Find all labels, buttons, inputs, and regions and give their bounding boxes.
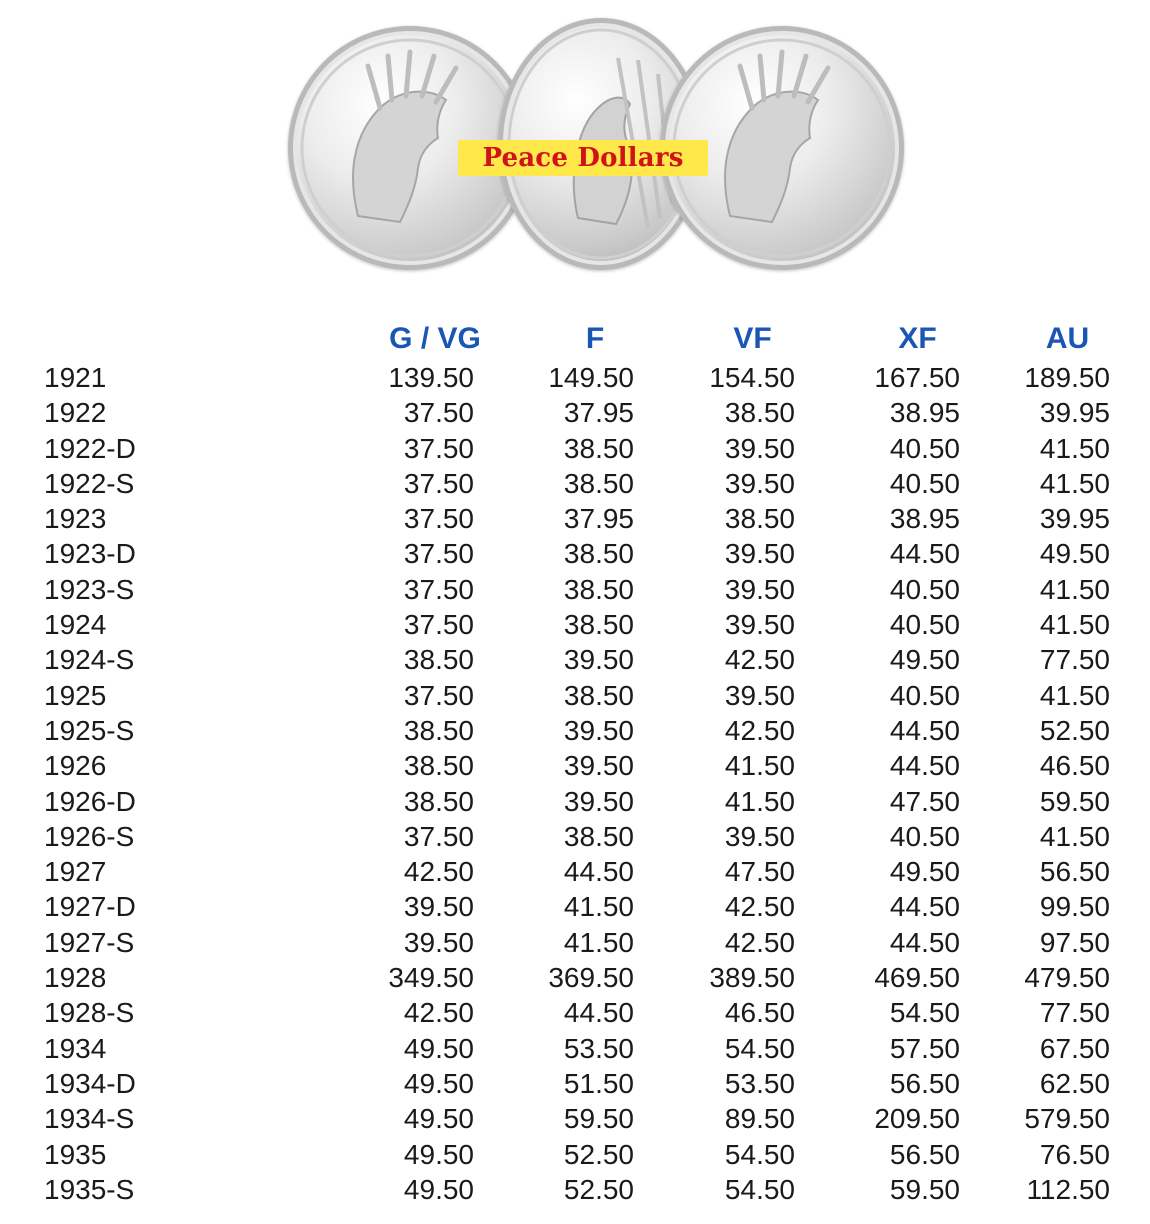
price-cell: 37.50	[403, 573, 474, 605]
table-row	[0, 1031, 1150, 1066]
price-cell: 38.50	[403, 785, 474, 817]
price-cell: 39.50	[403, 891, 474, 923]
price-cell: 38.50	[563, 820, 634, 852]
price-cell: 41.50	[724, 750, 795, 782]
price-cell: 44.50	[889, 926, 960, 958]
price-cell: 47.50	[724, 856, 795, 888]
price-cell: 52.50	[563, 1173, 634, 1205]
price-cell: 139.50	[388, 362, 474, 393]
price-cell: 167.50	[874, 362, 960, 393]
row-year: 1927	[44, 856, 107, 888]
row-year: 1926-D	[44, 785, 136, 817]
page-title-banner: Peace Dollars	[458, 140, 708, 176]
table-row	[0, 607, 1150, 642]
price-cell: 37.50	[403, 397, 474, 429]
column-header-au: AU	[1045, 322, 1090, 355]
price-cell: 40.50	[889, 467, 960, 499]
price-cell: 53.50	[563, 1032, 634, 1064]
price-cell: 49.50	[889, 856, 960, 888]
price-cell: 89.50	[724, 1103, 795, 1135]
row-year: 1925-S	[44, 714, 135, 746]
price-cell: 52.50	[563, 1138, 634, 1170]
price-cell: 42.50	[724, 714, 795, 746]
price-cell: 112.50	[1026, 1173, 1110, 1205]
price-cell: 38.95	[889, 503, 960, 535]
row-year: 1934-D	[44, 1067, 136, 1099]
table-row	[0, 501, 1150, 536]
price-cell: 53.50	[724, 1067, 795, 1099]
price-cell: 56.50	[889, 1067, 960, 1099]
price-cell: 38.50	[563, 538, 634, 570]
row-year: 1924	[44, 609, 107, 641]
price-cell: 40.50	[889, 573, 960, 605]
price-cell: 37.50	[403, 820, 474, 852]
row-year: 1923-S	[44, 573, 135, 605]
price-cell: 67.50	[1039, 1032, 1110, 1064]
price-cell: 39.50	[563, 714, 634, 746]
price-cell: 38.50	[403, 644, 474, 676]
price-cell: 41.50	[1039, 573, 1110, 605]
row-year: 1928-S	[44, 997, 135, 1029]
price-cell: 479.50	[1024, 962, 1110, 994]
price-cell: 189.50	[1024, 362, 1110, 393]
price-cell: 49.50	[403, 1032, 474, 1064]
table-row	[0, 784, 1150, 819]
row-year: 1922	[44, 397, 107, 429]
price-cell: 52.50	[1039, 714, 1110, 746]
price-cell: 39.50	[403, 926, 474, 958]
row-year: 1934	[44, 1032, 107, 1064]
price-cell: 41.50	[563, 926, 634, 958]
price-cell: 41.50	[563, 891, 634, 923]
price-cell: 37.50	[403, 467, 474, 499]
price-cell: 38.50	[563, 609, 634, 641]
price-cell: 44.50	[889, 891, 960, 923]
price-cell: 54.50	[724, 1032, 795, 1064]
price-cell: 389.50	[709, 962, 795, 994]
price-cell: 44.50	[563, 997, 634, 1029]
price-cell: 39.50	[563, 644, 634, 676]
price-cell: 54.50	[889, 997, 960, 1029]
table-row	[0, 466, 1150, 501]
price-cell: 38.50	[563, 573, 634, 605]
table-row	[0, 748, 1150, 783]
price-cell: 49.50	[403, 1173, 474, 1205]
price-cell: 99.50	[1039, 891, 1110, 923]
price-cell: 38.95	[889, 397, 960, 429]
table-row	[0, 395, 1150, 430]
price-cell: 38.50	[563, 679, 634, 711]
price-cell: 49.50	[889, 644, 960, 676]
table-row	[0, 642, 1150, 677]
price-cell: 41.50	[1039, 679, 1110, 711]
table-row	[0, 1172, 1150, 1207]
price-cell: 37.50	[403, 432, 474, 464]
table-row	[0, 925, 1150, 960]
price-cell: 44.50	[889, 750, 960, 782]
price-cell: 39.95	[1039, 503, 1110, 535]
table-row	[0, 854, 1150, 889]
price-cell: 39.95	[1039, 397, 1110, 429]
price-cell: 41.50	[1039, 609, 1110, 641]
price-cell: 39.50	[724, 820, 795, 852]
price-cell: 46.50	[1039, 750, 1110, 782]
price-cell: 41.50	[1039, 467, 1110, 499]
price-cell: 54.50	[724, 1138, 795, 1170]
price-cell: 369.50	[548, 962, 634, 994]
price-cell: 40.50	[889, 609, 960, 641]
price-cell: 349.50	[388, 962, 474, 994]
row-year: 1926-S	[44, 820, 135, 852]
price-cell: 51.50	[563, 1067, 634, 1099]
price-cell: 38.50	[563, 467, 634, 499]
price-cell: 38.50	[724, 397, 795, 429]
row-year: 1926	[44, 750, 107, 782]
price-cell: 41.50	[724, 785, 795, 817]
price-cell: 37.50	[403, 503, 474, 535]
price-cell: 59.50	[1039, 785, 1110, 817]
price-cell: 57.50	[889, 1032, 960, 1064]
price-cell: 42.50	[724, 644, 795, 676]
price-cell: 49.50	[403, 1103, 474, 1135]
price-cell: 59.50	[889, 1173, 960, 1205]
price-cell: 42.50	[403, 997, 474, 1029]
price-cell: 154.50	[709, 362, 795, 393]
price-cell: 41.50	[1039, 432, 1110, 464]
price-rows	[0, 360, 1150, 1207]
price-cell: 62.50	[1039, 1067, 1110, 1099]
table-row	[0, 1137, 1150, 1172]
table-row	[0, 572, 1150, 607]
table-row	[0, 713, 1150, 748]
price-cell: 39.50	[724, 432, 795, 464]
price-cell: 77.50	[1039, 997, 1110, 1029]
row-year: 1928	[44, 962, 107, 994]
price-cell: 76.50	[1039, 1138, 1110, 1170]
price-cell: 77.50	[1039, 644, 1110, 676]
price-cell: 47.50	[889, 785, 960, 817]
column-header-g-vg: G / VG	[389, 322, 481, 355]
table-row	[0, 1101, 1150, 1136]
table-row	[0, 1066, 1150, 1101]
price-cell: 46.50	[724, 997, 795, 1029]
price-cell: 41.50	[1039, 820, 1110, 852]
table-row	[0, 536, 1150, 571]
table-row	[0, 678, 1150, 713]
price-cell: 38.50	[403, 714, 474, 746]
price-cell: 49.50	[403, 1138, 474, 1170]
price-cell: 40.50	[889, 679, 960, 711]
table-row	[0, 431, 1150, 466]
table-row	[0, 360, 1150, 395]
price-cell: 39.50	[724, 467, 795, 499]
price-cell: 44.50	[889, 714, 960, 746]
price-cell: 37.95	[563, 397, 634, 429]
price-cell: 40.50	[889, 820, 960, 852]
price-cell: 39.50	[724, 679, 795, 711]
row-year: 1922-S	[44, 467, 135, 499]
table-row	[0, 995, 1150, 1030]
table-row	[0, 889, 1150, 924]
price-cell: 209.50	[874, 1103, 960, 1135]
price-cell: 39.50	[724, 538, 795, 570]
price-cell: 39.50	[724, 573, 795, 605]
price-cell: 42.50	[724, 891, 795, 923]
column-header-vf: VF	[733, 322, 772, 355]
row-year: 1927-S	[44, 926, 135, 958]
price-cell: 49.50	[403, 1067, 474, 1099]
row-year: 1935	[44, 1138, 107, 1170]
column-header-f: F	[585, 322, 605, 355]
row-year: 1923-D	[44, 538, 136, 570]
price-cell: 56.50	[889, 1138, 960, 1170]
price-cell: 44.50	[563, 856, 634, 888]
price-cell: 37.50	[403, 609, 474, 641]
price-cell: 37.50	[403, 538, 474, 570]
price-cell: 59.50	[563, 1103, 634, 1135]
row-year: 1934-S	[44, 1103, 135, 1135]
row-year: 1935-S	[44, 1173, 135, 1205]
row-year: 1923	[44, 503, 107, 535]
price-cell: 38.50	[724, 503, 795, 535]
row-year: 1925	[44, 679, 107, 711]
row-year: 1922-D	[44, 432, 136, 464]
price-cell: 579.50	[1024, 1103, 1110, 1135]
price-cell: 97.50	[1039, 926, 1110, 958]
price-cell: 38.50	[403, 750, 474, 782]
price-cell: 40.50	[889, 432, 960, 464]
table-row	[0, 960, 1150, 995]
price-cell: 39.50	[563, 785, 634, 817]
price-cell: 42.50	[724, 926, 795, 958]
row-year: 1924-S	[44, 644, 135, 676]
price-cell: 54.50	[724, 1173, 795, 1205]
price-cell: 37.95	[563, 503, 634, 535]
table-row	[0, 819, 1150, 854]
price-cell: 44.50	[889, 538, 960, 570]
price-cell: 38.50	[563, 432, 634, 464]
row-year: 1921	[44, 362, 107, 393]
price-cell: 149.50	[548, 362, 634, 393]
column-header-xf: XF	[898, 322, 937, 355]
price-cell: 39.50	[724, 609, 795, 641]
price-cell: 39.50	[563, 750, 634, 782]
price-cell: 469.50	[874, 962, 960, 994]
row-year: 1927-D	[44, 891, 136, 923]
price-cell: 37.50	[403, 679, 474, 711]
price-cell: 49.50	[1039, 538, 1110, 570]
price-cell: 56.50	[1039, 856, 1110, 888]
price-cell: 42.50	[403, 856, 474, 888]
